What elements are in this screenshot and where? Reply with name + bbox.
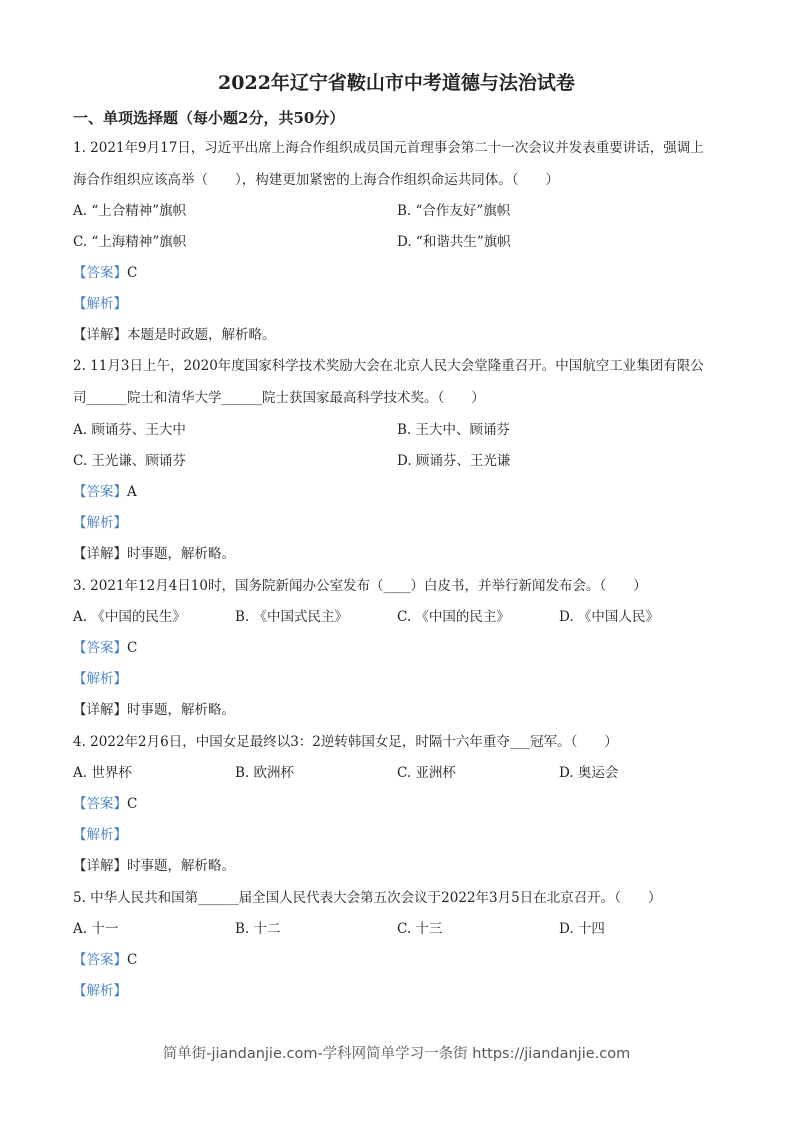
question-3-option-a: A. 《中国的民生》 bbox=[73, 609, 186, 625]
question-2-option-c: C. 王光谦、顾诵芬 bbox=[73, 453, 186, 469]
page-title: 2022年辽宁省鞍山市中考道德与法治试卷 bbox=[218, 72, 575, 94]
question-4-option-c: C. 亚洲杯 bbox=[397, 765, 456, 781]
question-4-stem: 4. 2022年2月6日，中国女足最终以3：2逆转韩国女足，时隔十六年重夺___冠军。（ ） bbox=[73, 734, 618, 750]
answer-value: C bbox=[127, 796, 138, 812]
question-4-detail bbox=[73, 856, 235, 876]
answer-value: C bbox=[127, 952, 138, 968]
detail-label: 【详解】 bbox=[73, 702, 127, 718]
question-5-option-a: A. 十一 bbox=[73, 921, 119, 937]
question-1-detail bbox=[73, 325, 276, 345]
question-2-answer bbox=[73, 482, 137, 502]
page-footer: 简单街-jiandanjie.com-学科网简单学习一条街 https://jiandanjie.com bbox=[162, 1046, 631, 1062]
analysis-label: 【解析】 bbox=[73, 983, 127, 999]
detail-text: 时事题，解析略。 bbox=[127, 546, 235, 562]
answer-value: A bbox=[127, 484, 137, 500]
answer-value: C bbox=[127, 265, 138, 281]
answer-label: 【答案】 bbox=[73, 796, 127, 812]
question-4-option-b: B. 欧洲杯 bbox=[235, 765, 295, 781]
question-5-option-b: B. 十二 bbox=[235, 921, 281, 937]
question-3-answer bbox=[73, 638, 137, 658]
question-1-stem-line-2: 海合作组织应该高举（ ），构建更加紧密的上海合作组织命运共同体。（ ） bbox=[73, 172, 559, 188]
analysis-label: 【解析】 bbox=[73, 671, 127, 687]
question-2-option-d: D. 顾诵芬、王光谦 bbox=[397, 453, 511, 469]
question-3-option-d: D. 《中国人民》 bbox=[559, 609, 659, 625]
detail-label: 【详解】 bbox=[73, 858, 127, 874]
detail-text: 时事题，解析略。 bbox=[127, 858, 235, 874]
question-1-option-a: A. “上合精神”旗帜 bbox=[73, 203, 187, 219]
question-2-option-a: A. 顾诵芬、王大中 bbox=[73, 422, 186, 438]
question-2-stem-line-2: 司______院士和清华大学______院士获国家最高科学技术奖。（ ） bbox=[73, 390, 485, 406]
question-1-option-b: B. “合作友好”旗帜 bbox=[397, 203, 511, 219]
analysis-label: 【解析】 bbox=[73, 827, 127, 843]
question-5-stem: 5. 中华人民共和国第______届全国人民代表大会第五次会议于2022年3月5日在北京召开。（ ） bbox=[73, 890, 662, 906]
question-3-stem: 3. 2021年12月4日10时，国务院新闻办公室发布（____）白皮书，并举行新闻发布会。（ ） bbox=[73, 578, 647, 594]
detail-label: 【详解】 bbox=[73, 546, 127, 562]
detail-label: 【详解】 bbox=[73, 327, 127, 343]
question-2-option-b: B. 王大中、顾诵芬 bbox=[397, 422, 511, 438]
question-4-option-d: D. 奥运会 bbox=[559, 765, 619, 781]
question-5-option-d: D. 十四 bbox=[559, 921, 605, 937]
detail-text: 时事题，解析略。 bbox=[127, 702, 235, 718]
question-1-stem-line-1: 1. 2021年9月17日，习近平出席上海合作组织成员国元首理事会第二十一次会议并发表重要讲话，强调上 bbox=[73, 140, 704, 156]
question-1-option-c: C. “上海精神”旗帜 bbox=[73, 234, 187, 250]
answer-label: 【答案】 bbox=[73, 952, 127, 968]
question-1-answer bbox=[73, 263, 137, 283]
answer-label: 【答案】 bbox=[73, 640, 127, 656]
question-4-option-a: A. 世界杯 bbox=[73, 765, 132, 781]
question-3-option-b: B. 《中国式民主》 bbox=[235, 609, 349, 625]
section-heading: 一、单项选择题（每小题2分，共50分） bbox=[73, 109, 345, 127]
question-5-answer bbox=[73, 950, 137, 970]
question-3-detail bbox=[73, 700, 235, 720]
question-4-answer bbox=[73, 794, 137, 814]
answer-label: 【答案】 bbox=[73, 484, 127, 500]
question-1-option-d: D. “和谐共生”旗帜 bbox=[397, 234, 511, 250]
analysis-label: 【解析】 bbox=[73, 515, 127, 531]
question-2-detail bbox=[73, 544, 235, 564]
question-3-option-c: C. 《中国的民主》 bbox=[397, 609, 510, 625]
question-5-option-c: C. 十三 bbox=[397, 921, 443, 937]
answer-value: C bbox=[127, 640, 138, 656]
analysis-label: 【解析】 bbox=[73, 296, 127, 312]
question-2-stem-line-1: 2. 11月3日上午，2020年度国家科学技术奖励大会在北京人民大会堂隆重召开。中国航空工业集团有限公 bbox=[73, 358, 704, 374]
detail-text: 本题是时政题，解析略。 bbox=[127, 327, 276, 343]
answer-label: 【答案】 bbox=[73, 265, 127, 281]
